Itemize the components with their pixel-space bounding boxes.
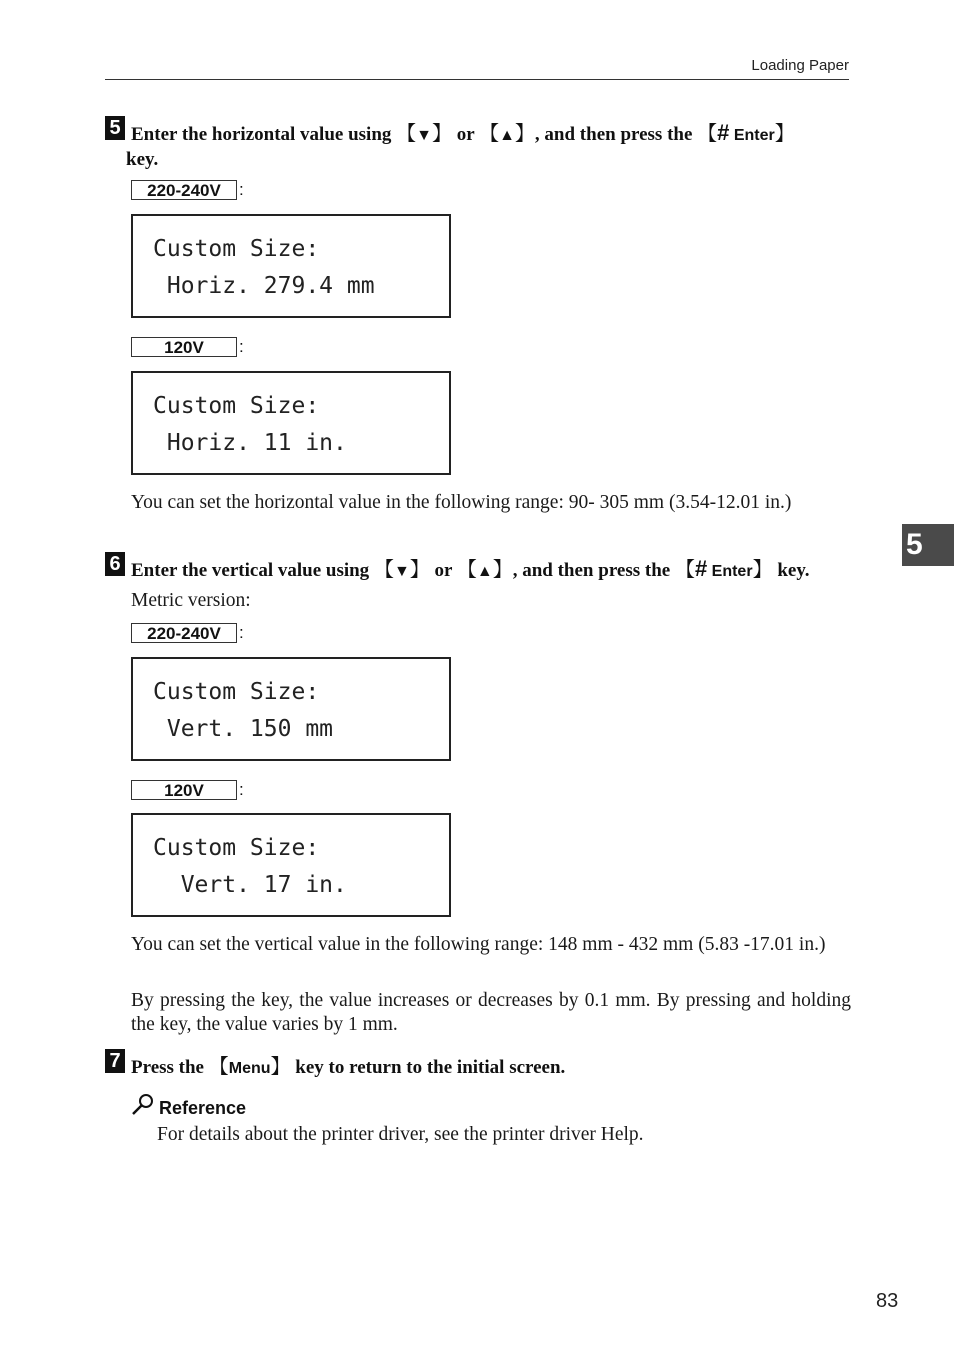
voltage-badge: 120V: [131, 780, 237, 800]
lcd-display: [131, 813, 451, 917]
step-number-6: 6: [105, 552, 125, 576]
enter-key: 【# Enter】: [697, 120, 795, 145]
step-number-5: 5: [105, 116, 125, 140]
voltage-badge: 220-240V: [131, 623, 237, 643]
voltage-label-row: [131, 336, 244, 358]
down-key: 【▼】: [373, 559, 430, 581]
step-number-7: 7: [105, 1049, 125, 1073]
voltage-colon: :: [239, 337, 244, 356]
reference-text: For details about the printer driver, see the printer driver Help.: [157, 1124, 644, 1145]
enter-key-label: Enter: [733, 127, 775, 144]
lcd-line-2: Horiz. 11 in.: [153, 430, 347, 456]
voltage-label-row: [131, 622, 244, 644]
header-divider: [105, 79, 849, 80]
step-text: Enter the vertical value using: [131, 560, 374, 581]
step-text: Press the: [131, 1057, 209, 1078]
step-text: or: [451, 124, 480, 145]
step-text: , and then press the: [512, 560, 675, 581]
lcd-line-1: Custom Size:: [153, 835, 320, 861]
voltage-badge: 120V: [131, 337, 237, 357]
running-header: Loading Paper: [751, 57, 849, 74]
magnifier-icon: [131, 1093, 155, 1123]
up-key: 【▲】: [479, 123, 535, 145]
chapter-tab: 5: [902, 524, 954, 566]
reference-title: Reference: [159, 1097, 247, 1118]
voltage-badge: 220-240V: [131, 180, 237, 200]
step-text: Enter the horizontal value using: [131, 124, 397, 145]
lcd-line-1: Custom Size:: [153, 679, 320, 705]
page-number: 83: [876, 1290, 899, 1312]
lcd-line-2: Vert. 17 in.: [153, 872, 347, 898]
vertical-range-note: You can set the vertical value in the following range: 148 mm - 432 mm (5.83 -17.01 in.): [131, 934, 826, 955]
reference-heading: [131, 1093, 246, 1123]
up-key: 【▲】: [456, 559, 513, 581]
step-5-instruction: [126, 120, 851, 172]
lcd-display: [131, 214, 451, 318]
voltage-colon: :: [239, 180, 244, 199]
step-7-instruction: [131, 1055, 851, 1081]
down-key: 【▼】: [396, 123, 452, 145]
up-arrow-icon: ▲: [476, 563, 493, 580]
horizontal-range-note: You can set the horizontal value in the following range: 90- 305 mm (3.54-12.01 in.): [131, 492, 792, 513]
enter-key-label: Enter: [711, 563, 753, 580]
enter-key: 【# Enter】: [674, 556, 773, 581]
lcd-line-2: Horiz. 279.4 mm: [153, 273, 375, 299]
step-text: key.: [126, 149, 159, 170]
down-arrow-icon: ▼: [393, 563, 410, 580]
up-arrow-icon: ▲: [499, 127, 515, 144]
voltage-colon: :: [239, 623, 244, 642]
metric-version-label: Metric version:: [131, 590, 251, 611]
hash-icon: #: [694, 556, 708, 581]
lcd-line-1: Custom Size:: [153, 236, 320, 262]
step-text: or: [429, 560, 457, 581]
step-text: key.: [772, 560, 810, 581]
voltage-label-row: [131, 179, 244, 201]
step-text: , and then press the: [534, 124, 698, 145]
voltage-label-row: [131, 779, 244, 801]
voltage-colon: :: [239, 780, 244, 799]
step-6-instruction: [131, 557, 851, 584]
down-arrow-icon: ▼: [416, 127, 432, 144]
hash-icon: #: [717, 120, 730, 145]
lcd-line-1: Custom Size:: [153, 393, 320, 419]
menu-key: 【Menu】: [208, 1056, 291, 1078]
menu-key-label: Menu: [228, 1060, 271, 1077]
lcd-line-2: Vert. 150 mm: [153, 716, 334, 742]
lcd-display: [131, 371, 451, 475]
key-increment-note: By pressing the key, the value increases or decreases by 0.1 mm. By pressing and holding the key, the value varies by 1 mm.: [131, 990, 851, 1035]
lcd-display: [131, 657, 451, 761]
step-text: key to return to the initial screen.: [290, 1057, 566, 1078]
